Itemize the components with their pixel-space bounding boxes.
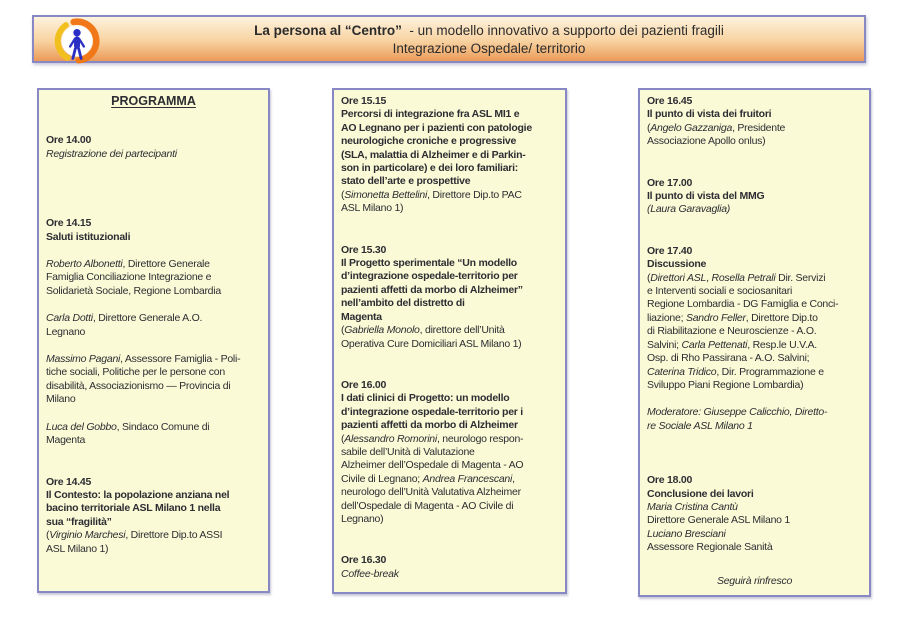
text-line: [647, 108, 862, 121]
text-segment: Registrazione dei partecipanti: [46, 147, 177, 160]
program-column-1: [37, 88, 270, 593]
text-segment: Ore 16.30: [341, 554, 387, 567]
text-segment: (: [341, 432, 345, 445]
text-line: [46, 516, 261, 529]
text-segment: Il Contesto: la popolazione anziana nel: [46, 488, 230, 501]
text-line: [341, 379, 558, 392]
text-line: [647, 352, 862, 365]
text-line: [647, 575, 862, 588]
text-line: [46, 231, 261, 244]
text-line: [647, 203, 862, 216]
text-line: [341, 392, 558, 405]
text-line: [46, 421, 261, 434]
text-segment: Ore 17.00: [647, 176, 693, 189]
text-segment: Gabriella Monolo: [344, 324, 420, 337]
text-segment: Ore 14.45: [46, 475, 92, 488]
program-block: [46, 353, 261, 407]
text-line: [341, 135, 558, 148]
text-line: [341, 486, 558, 499]
text-segment: Virginio Marchesi: [49, 529, 126, 542]
program-block: [46, 421, 261, 448]
text-line: [341, 324, 558, 337]
text-segment: , Direttore Generale: [122, 258, 210, 271]
text-segment: stato dell’arte e prospettive: [341, 175, 471, 188]
text-segment: ,: [512, 472, 515, 485]
text-line: [647, 298, 862, 311]
text-line: [647, 420, 862, 433]
text-line: [46, 434, 261, 447]
text-line: [46, 353, 261, 366]
text-segment: Il punto di vista del MMG: [647, 190, 765, 203]
text-line: [647, 312, 862, 325]
text-segment: dell’Ospedale di Magenta - AO Civile di: [341, 499, 514, 512]
text-line: [341, 500, 558, 513]
text-segment: Coffee-break: [341, 567, 399, 580]
text-segment: neurologo dell’Unità Valutativa Alzheimer: [341, 486, 521, 499]
text-line: [647, 488, 862, 501]
text-segment: Direttore Generale ASL Milano 1: [647, 514, 791, 527]
text-segment: Direttori ASL: [650, 271, 707, 284]
program-block: [46, 134, 261, 161]
text-segment: neurologiche croniche e progressive: [341, 135, 517, 148]
text-segment: I dati clinici di Progetto: un modello: [341, 392, 510, 405]
text-segment: (: [46, 529, 50, 542]
text-segment: Ore 14.15: [46, 217, 92, 230]
text-segment: Ore 16.45: [647, 95, 693, 107]
text-segment: Il Progetto sperimentale “Un modello: [341, 257, 517, 270]
text-segment: , Sindaco Comune di: [116, 420, 210, 433]
program-column-3: [638, 88, 871, 597]
text-line: [647, 122, 862, 135]
program-block: [341, 379, 558, 526]
text-line: [46, 312, 261, 325]
text-segment: tiche sociali, Politiche per le persone con: [46, 366, 225, 379]
text-line: [647, 190, 862, 203]
header-titles: [34, 21, 864, 58]
text-segment: , neurologo respon-: [436, 432, 524, 445]
text-line: [647, 272, 862, 285]
text-segment: Operativa Cure Domiciliari ASL Milano 1): [341, 337, 522, 350]
text-segment: , Direttore Dip.to ASSI: [125, 529, 223, 542]
text-line: [341, 257, 558, 270]
text-segment: Saluti istituzionali: [46, 230, 131, 243]
text-segment: PROGRAMMA: [111, 94, 196, 108]
text-line: [647, 285, 862, 298]
text-segment: nell’ambito del distretto di: [341, 297, 465, 310]
text-line: [647, 366, 862, 379]
text-line: [46, 217, 261, 230]
text-segment: Andrea Francescani: [422, 472, 513, 485]
text-line: [341, 297, 558, 310]
text-line: [647, 135, 862, 148]
text-segment: Massimo Pagani: [46, 353, 121, 366]
text-line: [647, 406, 862, 419]
text-segment: Angelo Gazzaniga: [650, 121, 733, 134]
text-segment: bacino territoriale ASL Milano 1 nella: [46, 502, 221, 515]
text-segment: Il punto di vista dei fruitori: [647, 108, 772, 121]
text-segment: re Sociale ASL Milano 1: [647, 419, 753, 432]
text-line: [46, 543, 261, 556]
text-line: [341, 244, 558, 257]
text-line: [341, 108, 558, 121]
text-segment: di Riabilitazione e Neuroscienze - A.O.: [647, 325, 817, 338]
header-banner: [32, 15, 866, 63]
text-segment: (: [647, 121, 651, 134]
text-line: [647, 501, 862, 514]
text-line: [647, 474, 862, 487]
text-segment: Assessore Regionale Sanità: [647, 541, 773, 554]
text-line: [341, 459, 558, 472]
text-segment: (: [341, 188, 345, 201]
program-block: [341, 244, 558, 351]
text-line: [46, 285, 261, 298]
program-block: [647, 575, 862, 588]
text-segment: , Direttore Dip.to: [745, 311, 818, 324]
text-segment: Maria Cristina Cantù: [647, 500, 738, 513]
text-segment: (Laura Garavaglia): [647, 203, 731, 216]
program-block: [46, 217, 261, 244]
text-segment: Legnano: [46, 325, 86, 338]
text-segment: Luca del Gobbo: [46, 420, 117, 433]
program-block: [341, 554, 558, 581]
text-segment: Legnano): [341, 512, 384, 525]
program-block: [647, 245, 862, 392]
text-segment: d’integrazione ospedale-territorio per: [341, 270, 518, 283]
text-line: [46, 326, 261, 339]
text-line: [341, 513, 558, 526]
program-block: [647, 406, 862, 433]
text-line: [647, 541, 862, 554]
text-segment: Osp. di Rho Passirana - A.O. Salvini;: [647, 352, 810, 365]
text-line: [46, 134, 261, 147]
person-swirl-logo-icon: [54, 18, 100, 64]
text-line: [341, 554, 558, 567]
text-line: [341, 95, 558, 108]
text-segment: Carla Pettenati: [681, 338, 748, 351]
text-line: [46, 95, 261, 108]
text-line: [341, 149, 558, 162]
text-segment: pazienti affetti da morbo di Alzheimer: [341, 419, 518, 432]
text-line: [341, 433, 558, 446]
text-segment: son in particolare) e dei loro familiari:: [341, 162, 519, 175]
text-segment: (SLA, malattia di Alzheimer e di Parkin-: [341, 148, 526, 161]
text-segment: Caterina Tridico: [647, 365, 717, 378]
text-segment: Ore 15.15: [341, 95, 387, 107]
program-column-2: [332, 88, 567, 594]
text-segment: Associazione Apollo onlus): [647, 135, 766, 148]
text-segment: Famiglia Conciliazione Integrazione e: [46, 271, 212, 284]
text-line: [647, 339, 862, 352]
text-segment: , direttore dell’Unità: [419, 324, 505, 337]
text-line: [46, 271, 261, 284]
text-segment: , Direttore Generale A.O.: [92, 312, 203, 325]
text-segment: Magenta: [341, 310, 382, 323]
text-segment: AO Legnano per i pazienti con patologie: [341, 121, 532, 134]
text-line: [341, 568, 558, 581]
text-line: [647, 514, 862, 527]
text-segment: Ore 15.30: [341, 243, 387, 256]
text-segment: Carla Dotti: [46, 312, 93, 325]
text-segment: liazione;: [647, 311, 686, 324]
text-segment: Ore 14.00: [46, 134, 92, 147]
text-line: [341, 270, 558, 283]
text-line: [46, 489, 261, 502]
text-line: [647, 95, 862, 108]
text-segment: Moderatore: Giuseppe Calicchio, Diretto-: [647, 406, 828, 419]
text-segment: Percorsi di integrazione fra ASL MI1 e: [341, 108, 520, 121]
text-segment: , Assessore Famiglia - Poli-: [120, 353, 241, 366]
event-title: [114, 21, 864, 40]
text-line: [341, 419, 558, 432]
text-line: [647, 325, 862, 338]
text-line: [341, 284, 558, 297]
text-segment: Solidarietà Sociale, Regione Lombardia: [46, 284, 221, 297]
program-block: [46, 312, 261, 339]
text-segment: Ore 16.00: [341, 378, 387, 391]
program-block: [46, 258, 261, 298]
text-line: [341, 189, 558, 202]
text-line: [647, 245, 862, 258]
text-line: [647, 258, 862, 271]
text-segment: e Interventi sociali e sociosanitari: [647, 285, 793, 298]
program-block: [647, 95, 862, 149]
event-subtitle: Integrazione Ospedale/ territorio: [392, 40, 586, 56]
text-line: [46, 502, 261, 515]
program-block: [46, 476, 261, 556]
text-line: [647, 528, 862, 541]
program-block: [341, 95, 558, 216]
text-segment: , Presidente: [732, 121, 786, 134]
text-segment: Roberto Albonetti: [46, 258, 123, 271]
text-line: [46, 476, 261, 489]
text-line: [46, 148, 261, 161]
text-line: [46, 366, 261, 379]
program-block: [647, 474, 862, 554]
text-line: [341, 311, 558, 324]
text-segment: Sandro Feller: [685, 311, 746, 324]
text-segment: Civile di Legnano;: [341, 472, 423, 485]
text-segment: Alessandro Romorini: [344, 432, 437, 445]
event-title-rest: - un modello innovativo a supporto dei pazienti fragili: [401, 22, 724, 38]
text-segment: (: [647, 271, 651, 284]
text-segment: d’integrazione ospedale-territorio per i: [341, 405, 523, 418]
event-title-bold: La persona al “Centro”: [254, 22, 402, 38]
program-block: [647, 177, 862, 217]
text-line: [341, 446, 558, 459]
text-line: [46, 393, 261, 406]
text-line: [341, 175, 558, 188]
text-segment: Dir. Servizi: [775, 271, 826, 284]
text-segment: Conclusione dei lavori: [647, 487, 754, 500]
text-segment: sabile dell’Unità di Valutazione: [341, 445, 475, 458]
text-line: [341, 122, 558, 135]
text-segment: Regione Lombardia - DG Famiglia e Conci-: [647, 298, 839, 311]
text-segment: Discussione: [647, 258, 707, 271]
text-segment: , Direttore Dip.to PAC: [427, 188, 522, 201]
text-segment: disabilità, Associazionismo — Provincia di: [46, 379, 231, 392]
text-line: [341, 162, 558, 175]
text-line: [647, 177, 862, 190]
text-segment: (: [341, 324, 345, 337]
text-line: [46, 529, 261, 542]
text-line: [341, 202, 558, 215]
text-segment: Ore 17.40: [647, 244, 693, 257]
text-segment: pazienti affetti da morbo di Alzheimer”: [341, 283, 523, 296]
text-line: [341, 406, 558, 419]
text-line: [46, 258, 261, 271]
text-segment: Milano: [46, 393, 76, 406]
text-segment: ASL Milano 1): [341, 202, 404, 215]
text-segment: sua “fragilità”: [46, 515, 112, 528]
text-segment: Magenta: [46, 434, 86, 447]
text-line: [46, 380, 261, 393]
text-segment: ASL Milano 1): [46, 542, 109, 555]
text-line: [341, 473, 558, 486]
text-segment: , Resp.le U.V.A.: [747, 338, 817, 351]
text-segment: Rosella Petrali: [711, 271, 776, 284]
text-segment: Ore 18.00: [647, 474, 693, 487]
text-segment: ,: [706, 271, 712, 284]
text-segment: Luciano Bresciani: [647, 527, 726, 540]
text-segment: Salvini;: [647, 338, 682, 351]
text-segment: Seguirà rinfresco: [716, 574, 793, 587]
text-line: [341, 338, 558, 351]
text-segment: Simonetta Bettelini: [344, 188, 428, 201]
text-line: [647, 379, 862, 392]
column-heading: [46, 95, 261, 108]
text-segment: , Dir. Programmazione e: [716, 365, 824, 378]
text-segment: Alzheimer dell’Ospedale di Magenta - AO: [341, 459, 524, 472]
text-segment: Sviluppo Piani Regione Lombardia): [647, 378, 804, 391]
